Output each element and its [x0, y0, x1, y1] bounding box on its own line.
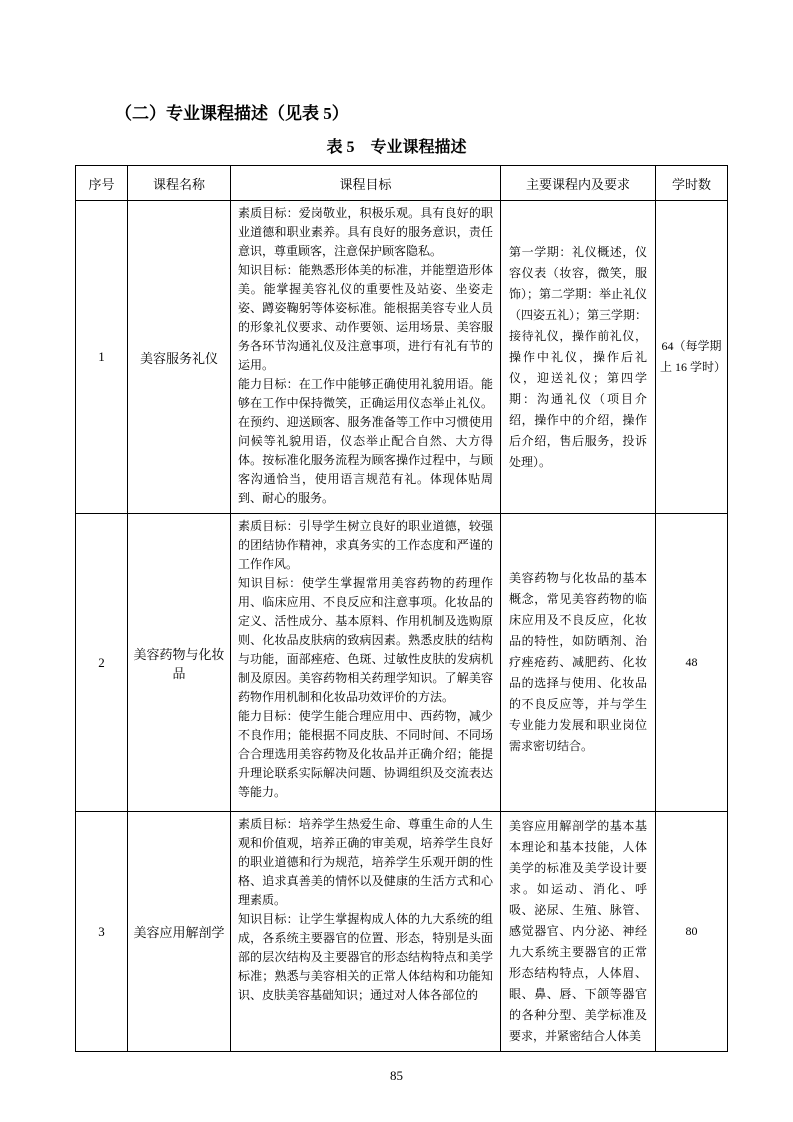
table-caption: 表 5 专业课程描述	[326, 139, 467, 156]
section-heading: （二）专业课程描述（见表 5）	[115, 104, 349, 123]
objective-paragraph: 素质目标：培养学生热爱生命、尊重生命的人生观和价值观，培养正确的审美观，培养学生良好的职业道德和行为规范，培养学生乐观开朗的性格、追求真善美的情怀以及健康的生活方式和心理素质。	[238, 817, 493, 907]
class-hours-cell: 48	[656, 514, 728, 812]
header-course-content: 主要课程内及要求	[501, 166, 656, 201]
table-header-row	[76, 166, 728, 201]
course-objectives-cell	[231, 812, 501, 1052]
objective-paragraph: 知识目标：能熟悉形体美的标准，并能塑造形体美。能掌握美容礼仪的重要性及站姿、坐姿走姿、蹲姿鞠躬等体姿标准。能根据美容专业人员的形象礼仪要求、动作要领、运用场景、美容服务各环节沟通礼仪及注意事项，进行有礼有节的运用。	[238, 263, 493, 372]
table-row	[76, 812, 728, 1052]
objective-paragraph: 素质目标：引导学生树立良好的职业道德，较强的团结协作精神，求真务实的工作态度和严谨的工作作风。	[238, 519, 493, 571]
course-objectives-cell	[231, 514, 501, 812]
class-hours-cell: 80	[656, 812, 728, 1052]
course-name-cell: 美容药物与化妆品	[128, 514, 231, 812]
course-name-cell: 美容服务礼仪	[128, 201, 231, 514]
header-serial-number: 序号	[76, 166, 128, 201]
course-description-table	[75, 165, 728, 1052]
objective-paragraph: 能力目标：在工作中能够正确使用礼貌用语。能够在工作中保持微笑，正确运用仪态举止礼仪。在预约、迎送顾客、服务准备等工作中习惯使用问候等礼貌用语，仪态举止配合自然、大方得体。按标准化服务流程为顾客操作过程中，与顾客沟通恰当，使用语言规范有礼。体现体贴周到、耐心的服务。	[238, 377, 493, 505]
header-class-hours: 学时数	[656, 166, 728, 201]
course-name-cell: 美容应用解剖学	[128, 812, 231, 1052]
serial-number-cell: 1	[76, 201, 128, 514]
course-content-cell: 美容药物与化妆品的基本概念，常见美容药物的临床应用及不良反应，化妆品的特性，如防晒剂、治疗痤疮药、减肥药、化妆品的选择与使用、化妆品的不良反应等，并与学生专业能力发展和职业岗位需求密切结合。	[501, 514, 656, 812]
class-hours-cell: 64（每学期上 16 学时）	[656, 201, 728, 514]
objective-paragraph: 能力目标：使学生能合理应用中、西药物，减少不良作用；能根据不同皮肤、不同时间、不同场合合理选用美容药物及化妆品并正确介绍；能提升理论联系实际解决问题、协调组织及交流表达等能力。	[238, 709, 493, 799]
page-number: 85	[390, 1068, 403, 1083]
course-objectives-cell	[231, 201, 501, 514]
table-row	[76, 514, 728, 812]
objective-paragraph: 知识目标：使学生掌握常用美容药物的药理作用、临床应用、不良反应和注意事项。化妆品的定义、活性成分、基本原料、作用机制及选购原则、化妆品皮肤病的致病因素。熟悉皮肤的结构与功能，面部痤疮、色斑、过敏性皮肤的发病机制及原因。美容药物相关药理学知识。了解美容药物作用机制和化妆品功效评价的方法。	[238, 576, 493, 704]
objective-paragraph: 知识目标：让学生掌握构成人体的九大系统的组成，各系统主要器官的位置、形态，特别是头面部的层次结构及主要器官的形态结构特点和美学标准；熟悉与美容相关的正常人体结构和功能知识、皮肤美容基础知识；通过对人体各部位的	[238, 912, 493, 1002]
header-course-name: 课程名称	[128, 166, 231, 201]
objective-paragraph: 素质目标：爱岗敬业，积极乐观。具有良好的职业道德和职业素养。具有良好的服务意识，责任意识，尊重顾客，注意保护顾客隐私。	[238, 206, 493, 258]
serial-number-cell: 2	[76, 514, 128, 812]
header-course-objectives: 课程目标	[231, 166, 501, 201]
serial-number-cell: 3	[76, 812, 128, 1052]
course-content-cell: 第一学期：礼仪概述，仪容仪表（妆容，微笑，服饰）；第二学期：举止礼仪（四姿五礼）；第三学期：接待礼仪，操作前礼仪，操作中礼仪，操作后礼仪，迎送礼仪；第四学期：沟通礼仪（项目介绍，操作中的介绍，操作后介绍，售后服务，投诉处理）。	[501, 201, 656, 514]
table-row	[76, 201, 728, 514]
course-content-cell: 美容应用解剖学的基本基本理论和基本技能，人体美学的标准及美学设计要求。如运动、消化、呼吸、泌尿、生殖、脉管、感觉器官、内分泌、神经九大系统主要器官的正常形态结构特点，人体眉、眼、鼻、唇、下颌等器官的各种分型、美学标准及要求，并紧密结合人体美	[501, 812, 656, 1052]
